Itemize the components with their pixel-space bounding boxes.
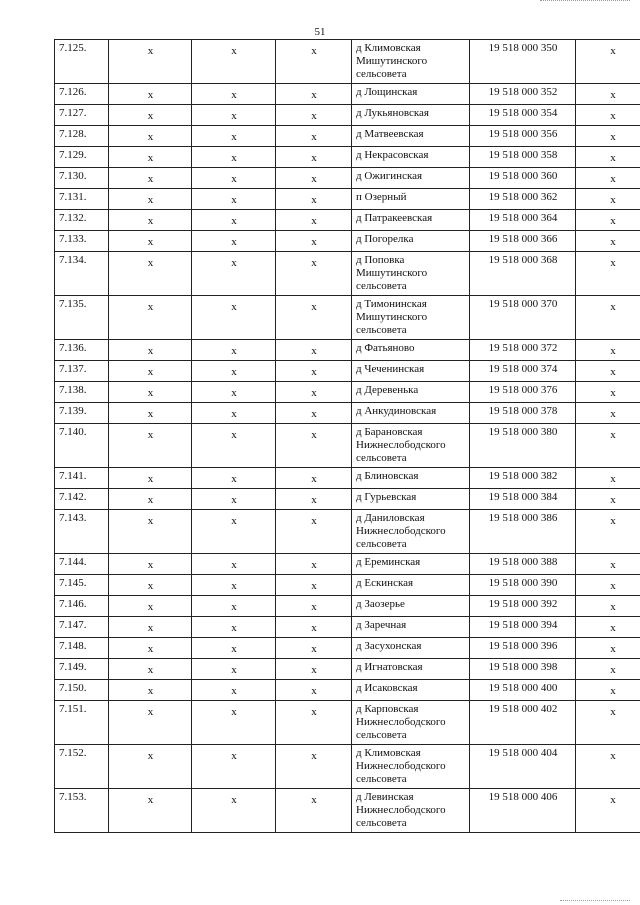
placeholder-x-cell-3: x — [276, 231, 352, 252]
placeholder-x-cell-2: x — [192, 296, 276, 340]
placeholder-x-cell-1: x — [109, 489, 192, 510]
placeholder-x-cell-2: x — [192, 168, 276, 189]
placeholder-x-cell-3: x — [276, 84, 352, 105]
placeholder-x-cell-4: x — [576, 575, 640, 596]
okato-code-cell: 19 518 000 392 — [470, 596, 576, 617]
placeholder-x-cell-1: x — [109, 231, 192, 252]
table-row — [55, 361, 640, 382]
placeholder-x-cell-4: x — [576, 789, 640, 833]
placeholder-x-cell-3: x — [276, 252, 352, 296]
settlement-name-cell: д Патракеевская — [352, 210, 470, 231]
placeholder-x-cell-3: x — [276, 168, 352, 189]
placeholder-x-cell-2: x — [192, 575, 276, 596]
placeholder-x-cell-1: x — [109, 617, 192, 638]
placeholder-x-cell-2: x — [192, 701, 276, 745]
table-body — [55, 40, 640, 833]
okato-code-cell: 19 518 000 372 — [470, 340, 576, 361]
placeholder-x-cell-4: x — [576, 424, 640, 468]
placeholder-x-cell-3: x — [276, 596, 352, 617]
placeholder-x-cell-2: x — [192, 468, 276, 489]
placeholder-x-cell-2: x — [192, 596, 276, 617]
row-number-cell: 7.135. — [55, 296, 109, 340]
placeholder-x-cell-4: x — [576, 189, 640, 210]
settlement-name-cell: д Некрасовская — [352, 147, 470, 168]
settlement-name-cell: д Засухонская — [352, 638, 470, 659]
okato-code-cell: 19 518 000 370 — [470, 296, 576, 340]
placeholder-x-cell-3: x — [276, 489, 352, 510]
placeholder-x-cell-4: x — [576, 638, 640, 659]
placeholder-x-cell-4: x — [576, 168, 640, 189]
placeholder-x-cell-4: x — [576, 403, 640, 424]
okato-code-cell: 19 518 000 368 — [470, 252, 576, 296]
okato-code-cell: 19 518 000 404 — [470, 745, 576, 789]
placeholder-x-cell-4: x — [576, 296, 640, 340]
placeholder-x-cell-1: x — [109, 40, 192, 84]
placeholder-x-cell-3: x — [276, 382, 352, 403]
placeholder-x-cell-4: x — [576, 210, 640, 231]
row-number-cell: 7.129. — [55, 147, 109, 168]
placeholder-x-cell-4: x — [576, 745, 640, 789]
placeholder-x-cell-3: x — [276, 617, 352, 638]
placeholder-x-cell-4: x — [576, 489, 640, 510]
row-number-cell: 7.147. — [55, 617, 109, 638]
table-row — [55, 575, 640, 596]
okato-code-cell: 19 518 000 358 — [470, 147, 576, 168]
okato-code-cell: 19 518 000 366 — [470, 231, 576, 252]
placeholder-x-cell-2: x — [192, 424, 276, 468]
page-number: 51 — [314, 26, 326, 38]
placeholder-x-cell-1: x — [109, 554, 192, 575]
placeholder-x-cell-4: x — [576, 596, 640, 617]
row-number-cell: 7.133. — [55, 231, 109, 252]
settlement-name-cell: д Климовская Мишутинского сельсовета — [352, 40, 470, 84]
table-row — [55, 403, 640, 424]
table-row — [55, 701, 640, 745]
placeholder-x-cell-1: x — [109, 126, 192, 147]
placeholder-x-cell-3: x — [276, 510, 352, 554]
settlement-name-cell: д Климовская Нижнеслободского сельсовета — [352, 745, 470, 789]
row-number-cell: 7.145. — [55, 575, 109, 596]
okato-code-cell: 19 518 000 364 — [470, 210, 576, 231]
placeholder-x-cell-2: x — [192, 510, 276, 554]
okato-code-cell: 19 518 000 374 — [470, 361, 576, 382]
row-number-cell: 7.137. — [55, 361, 109, 382]
placeholder-x-cell-4: x — [576, 126, 640, 147]
row-number-cell: 7.146. — [55, 596, 109, 617]
placeholder-x-cell-1: x — [109, 84, 192, 105]
okato-code-cell: 19 518 000 362 — [470, 189, 576, 210]
table-row — [55, 680, 640, 701]
table-row — [55, 105, 640, 126]
placeholder-x-cell-4: x — [576, 40, 640, 84]
placeholder-x-cell-2: x — [192, 789, 276, 833]
placeholder-x-cell-2: x — [192, 252, 276, 296]
row-number-cell: 7.134. — [55, 252, 109, 296]
placeholder-x-cell-2: x — [192, 382, 276, 403]
okato-code-cell: 19 518 000 352 — [470, 84, 576, 105]
row-number-cell: 7.153. — [55, 789, 109, 833]
okato-code-cell: 19 518 000 350 — [470, 40, 576, 84]
settlement-name-cell: д Карповская Нижнеслободского сельсовета — [352, 701, 470, 745]
placeholder-x-cell-3: x — [276, 210, 352, 231]
row-number-cell: 7.128. — [55, 126, 109, 147]
row-number-cell: 7.144. — [55, 554, 109, 575]
placeholder-x-cell-3: x — [276, 126, 352, 147]
placeholder-x-cell-3: x — [276, 789, 352, 833]
row-number-cell: 7.148. — [55, 638, 109, 659]
table-row — [55, 745, 640, 789]
placeholder-x-cell-1: x — [109, 424, 192, 468]
okato-code-cell: 19 518 000 376 — [470, 382, 576, 403]
placeholder-x-cell-2: x — [192, 659, 276, 680]
placeholder-x-cell-4: x — [576, 147, 640, 168]
placeholder-x-cell-1: x — [109, 168, 192, 189]
okato-code-cell: 19 518 000 360 — [470, 168, 576, 189]
placeholder-x-cell-2: x — [192, 361, 276, 382]
placeholder-x-cell-3: x — [276, 638, 352, 659]
placeholder-x-cell-3: x — [276, 575, 352, 596]
okato-code-cell: 19 518 000 380 — [470, 424, 576, 468]
table-row — [55, 510, 640, 554]
row-number-cell: 7.151. — [55, 701, 109, 745]
placeholder-x-cell-4: x — [576, 340, 640, 361]
placeholder-x-cell-2: x — [192, 189, 276, 210]
table-row — [55, 40, 640, 84]
placeholder-x-cell-3: x — [276, 745, 352, 789]
placeholder-x-cell-1: x — [109, 745, 192, 789]
row-number-cell: 7.125. — [55, 40, 109, 84]
row-number-cell: 7.150. — [55, 680, 109, 701]
placeholder-x-cell-3: x — [276, 554, 352, 575]
placeholder-x-cell-2: x — [192, 231, 276, 252]
placeholder-x-cell-1: x — [109, 680, 192, 701]
placeholder-x-cell-2: x — [192, 126, 276, 147]
okato-code-cell: 19 518 000 390 — [470, 575, 576, 596]
row-number-cell: 7.142. — [55, 489, 109, 510]
row-number-cell: 7.141. — [55, 468, 109, 489]
row-number-cell: 7.143. — [55, 510, 109, 554]
placeholder-x-cell-4: x — [576, 84, 640, 105]
placeholder-x-cell-3: x — [276, 403, 352, 424]
placeholder-x-cell-1: x — [109, 789, 192, 833]
settlement-name-cell: д Игнатовская — [352, 659, 470, 680]
placeholder-x-cell-2: x — [192, 554, 276, 575]
placeholder-x-cell-1: x — [109, 638, 192, 659]
placeholder-x-cell-3: x — [276, 296, 352, 340]
okato-code-cell: 19 518 000 400 — [470, 680, 576, 701]
placeholder-x-cell-1: x — [109, 701, 192, 745]
placeholder-x-cell-4: x — [576, 382, 640, 403]
placeholder-x-cell-2: x — [192, 489, 276, 510]
okato-code-cell: 19 518 000 354 — [470, 105, 576, 126]
scan-edge-mark-top — [540, 0, 630, 4]
placeholder-x-cell-3: x — [276, 701, 352, 745]
placeholder-x-cell-3: x — [276, 340, 352, 361]
placeholder-x-cell-1: x — [109, 361, 192, 382]
row-number-cell: 7.139. — [55, 403, 109, 424]
placeholder-x-cell-2: x — [192, 210, 276, 231]
placeholder-x-cell-3: x — [276, 147, 352, 168]
table-row — [55, 126, 640, 147]
row-number-cell: 7.152. — [55, 745, 109, 789]
okato-code-cell: 19 518 000 356 — [470, 126, 576, 147]
settlement-name-cell: д Заозерье — [352, 596, 470, 617]
table-row — [55, 210, 640, 231]
table-row — [55, 424, 640, 468]
row-number-cell: 7.149. — [55, 659, 109, 680]
table-row — [55, 596, 640, 617]
okato-code-cell: 19 518 000 396 — [470, 638, 576, 659]
table-row — [55, 340, 640, 361]
settlement-name-cell: д Блиновская — [352, 468, 470, 489]
placeholder-x-cell-1: x — [109, 382, 192, 403]
placeholder-x-cell-2: x — [192, 680, 276, 701]
placeholder-x-cell-2: x — [192, 84, 276, 105]
placeholder-x-cell-4: x — [576, 468, 640, 489]
placeholder-x-cell-3: x — [276, 659, 352, 680]
placeholder-x-cell-4: x — [576, 510, 640, 554]
table-row — [55, 789, 640, 833]
okato-code-cell: 19 518 000 386 — [470, 510, 576, 554]
settlement-name-cell: д Анкудиновская — [352, 403, 470, 424]
okato-code-cell: 19 518 000 382 — [470, 468, 576, 489]
placeholder-x-cell-1: x — [109, 105, 192, 126]
placeholder-x-cell-4: x — [576, 361, 640, 382]
placeholder-x-cell-4: x — [576, 252, 640, 296]
placeholder-x-cell-1: x — [109, 659, 192, 680]
row-number-cell: 7.126. — [55, 84, 109, 105]
placeholder-x-cell-1: x — [109, 147, 192, 168]
placeholder-x-cell-2: x — [192, 403, 276, 424]
settlement-name-cell: д Лощинская — [352, 84, 470, 105]
table-row — [55, 489, 640, 510]
placeholder-x-cell-3: x — [276, 680, 352, 701]
placeholder-x-cell-3: x — [276, 40, 352, 84]
placeholder-x-cell-3: x — [276, 424, 352, 468]
settlement-name-cell: д Чеченинская — [352, 361, 470, 382]
settlement-name-cell: д Левинская Нижнеслободского сельсовета — [352, 789, 470, 833]
placeholder-x-cell-4: x — [576, 680, 640, 701]
placeholder-x-cell-1: x — [109, 403, 192, 424]
settlement-name-cell: д Даниловская Нижнеслободского сельсовета — [352, 510, 470, 554]
okato-code-cell: 19 518 000 384 — [470, 489, 576, 510]
placeholder-x-cell-2: x — [192, 617, 276, 638]
placeholder-x-cell-1: x — [109, 252, 192, 296]
table-row — [55, 638, 640, 659]
okato-code-cell: 19 518 000 398 — [470, 659, 576, 680]
placeholder-x-cell-4: x — [576, 659, 640, 680]
table-row — [55, 168, 640, 189]
placeholder-x-cell-4: x — [576, 105, 640, 126]
table-row — [55, 147, 640, 168]
settlement-name-cell: д Ескинская — [352, 575, 470, 596]
placeholder-x-cell-3: x — [276, 105, 352, 126]
settlement-name-cell: д Деревенька — [352, 382, 470, 403]
placeholder-x-cell-1: x — [109, 340, 192, 361]
settlement-name-cell: д Ереминская — [352, 554, 470, 575]
placeholder-x-cell-1: x — [109, 575, 192, 596]
table-row — [55, 554, 640, 575]
okato-code-cell: 19 518 000 394 — [470, 617, 576, 638]
placeholder-x-cell-4: x — [576, 701, 640, 745]
placeholder-x-cell-1: x — [109, 596, 192, 617]
settlement-name-cell: д Лукьяновская — [352, 105, 470, 126]
placeholder-x-cell-2: x — [192, 105, 276, 126]
settlement-name-cell: п Озерный — [352, 189, 470, 210]
settlement-name-cell: д Барановская Нижнеслободского сельсовета — [352, 424, 470, 468]
table-row — [55, 617, 640, 638]
placeholder-x-cell-2: x — [192, 638, 276, 659]
placeholder-x-cell-1: x — [109, 189, 192, 210]
settlement-name-cell: д Гурьевская — [352, 489, 470, 510]
scan-edge-mark-bottom — [560, 897, 630, 901]
table-row — [55, 189, 640, 210]
okato-code-cell: 19 518 000 406 — [470, 789, 576, 833]
settlement-name-cell: д Заречная — [352, 617, 470, 638]
table-row — [55, 468, 640, 489]
settlement-name-cell: д Ожигинская — [352, 168, 470, 189]
placeholder-x-cell-4: x — [576, 617, 640, 638]
table-row — [55, 84, 640, 105]
settlement-name-cell: д Тимонинская Мишутинского сельсовета — [352, 296, 470, 340]
placeholder-x-cell-1: x — [109, 210, 192, 231]
placeholder-x-cell-2: x — [192, 745, 276, 789]
placeholder-x-cell-3: x — [276, 361, 352, 382]
row-number-cell: 7.140. — [55, 424, 109, 468]
okato-code-cell: 19 518 000 378 — [470, 403, 576, 424]
placeholder-x-cell-2: x — [192, 147, 276, 168]
placeholder-x-cell-3: x — [276, 189, 352, 210]
okato-code-cell: 19 518 000 402 — [470, 701, 576, 745]
placeholder-x-cell-1: x — [109, 468, 192, 489]
settlement-name-cell: д Погорелка — [352, 231, 470, 252]
row-number-cell: 7.138. — [55, 382, 109, 403]
table-row — [55, 231, 640, 252]
placeholder-x-cell-2: x — [192, 40, 276, 84]
placeholder-x-cell-1: x — [109, 296, 192, 340]
okato-code-cell: 19 518 000 388 — [470, 554, 576, 575]
table-row — [55, 382, 640, 403]
placeholder-x-cell-3: x — [276, 468, 352, 489]
placeholder-x-cell-4: x — [576, 231, 640, 252]
settlement-name-cell: д Исаковская — [352, 680, 470, 701]
row-number-cell: 7.136. — [55, 340, 109, 361]
row-number-cell: 7.132. — [55, 210, 109, 231]
table-row — [55, 296, 640, 340]
row-number-cell: 7.131. — [55, 189, 109, 210]
row-number-cell: 7.127. — [55, 105, 109, 126]
settlement-name-cell: д Фатьяново — [352, 340, 470, 361]
settlement-name-cell: д Матвеевская — [352, 126, 470, 147]
settlement-registry-table — [54, 39, 640, 833]
table-row — [55, 659, 640, 680]
placeholder-x-cell-4: x — [576, 554, 640, 575]
settlement-name-cell: д Поповка Мишутинского сельсовета — [352, 252, 470, 296]
table-row — [55, 252, 640, 296]
placeholder-x-cell-2: x — [192, 340, 276, 361]
placeholder-x-cell-1: x — [109, 510, 192, 554]
row-number-cell: 7.130. — [55, 168, 109, 189]
